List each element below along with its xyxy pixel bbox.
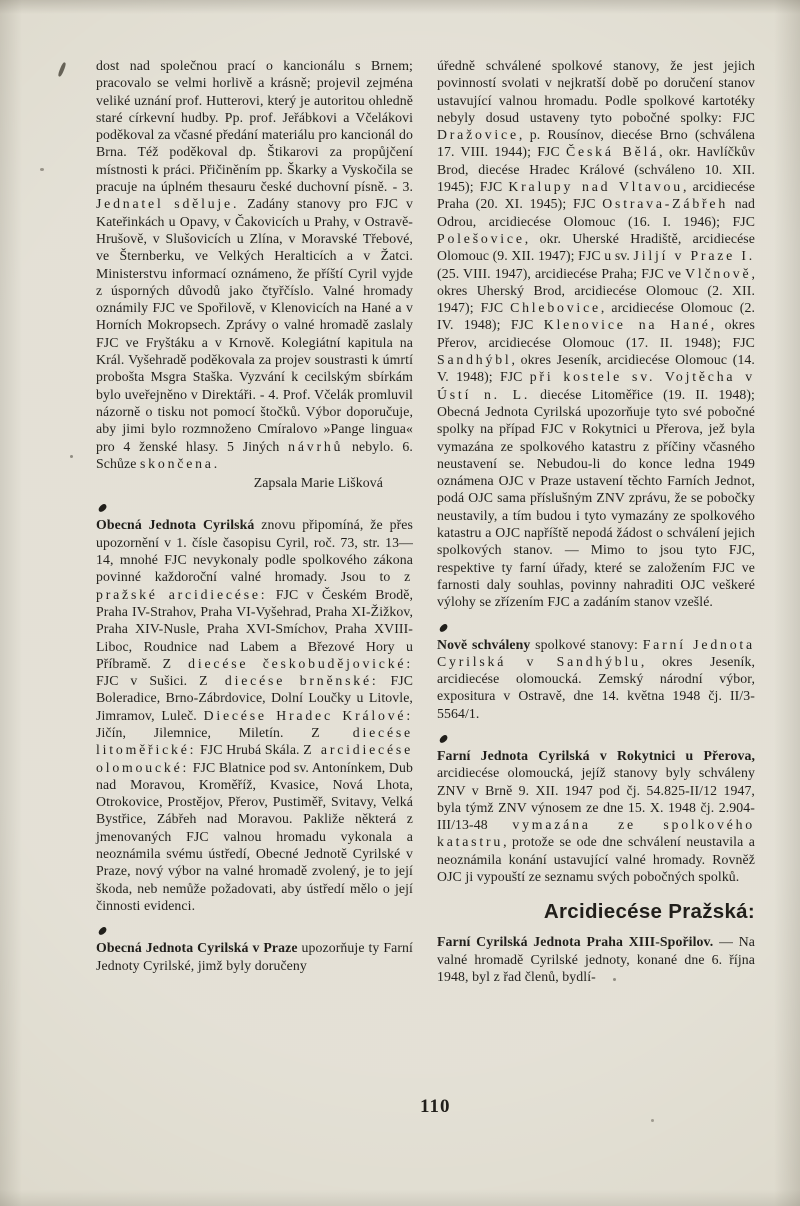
scan-artifact	[613, 978, 616, 981]
paragraph	[437, 933, 755, 985]
paragraph	[437, 747, 755, 885]
text-run: , okres Jeseník, arcidiecése olomoucká. Zemský národní výbor, expositura v Ostravě, dne 14. května 1948 čj. II/3-5564/1.	[437, 653, 755, 721]
text-run: , okr. Havlíčkův Brod, diecése Hradec Králové (schváleno 10. XII. 1945); FJC	[437, 144, 756, 195]
letterspaced-run: Jednatel sděluje.	[96, 196, 240, 212]
fleuron-drop-icon	[438, 734, 449, 744]
paragraph	[96, 57, 413, 472]
text-run: (25. VIII. 1947), arcidiecése Praha; FJC ve	[437, 265, 686, 281]
bold-run: Obecná Jednota Cyrilská v Praze	[96, 940, 298, 956]
text-run: spolkové stanovy:	[530, 636, 643, 652]
fleuron-drop-icon	[438, 623, 449, 633]
letterspaced-run: Jiljí v Praze I.	[633, 248, 756, 264]
text-run: znovu připomíná, že přes upozornění v 1. čísle časopisu Cyril, roč. 73, str. 13—14, mnohé FJC nevykonaly podle spolkového zákona povinné každoroční valné hromady. Jsou to	[96, 517, 413, 585]
text-run: , arcidiecése Olomouc (2. IV. 1948); FJC	[437, 300, 755, 333]
letterspaced-run: Dražovice	[437, 127, 519, 143]
fleuron-ornament-icon	[439, 729, 755, 742]
letterspaced-run: Ostrava-Zábřeh	[602, 196, 729, 212]
scan-artifact	[651, 1119, 654, 1122]
text-run: diecése Litoměřice (19. II. 1948); Obecná Jednota Cyrilská upozorňuje tyto své pobočné spolky na případ FJC v Rokytnici u Přerova, jež byla vymazána ze spolkového katastru z příčiny včasného neustavení se. Nebudou-li do konce ledna 1949 oznámena OJC v Praze ustavení těchto Farních Jednot, podá OJC sama příslušným ZNV zprávu, že se pobočky neustavily, a tím budou i tyto vymazány ze spolkového katastru a OJC napříště nepodá žádost o schválení jejich spolkových stanov. — Mimo to jsou tyto FJC, respektive ty farní úřady, které se založením FJC ve farnosti daly souhlas, povinny nahraditi OJC veškeré výlohy se zřízením FJC a zadáním stanov vzešlé.	[437, 386, 755, 610]
scan-artifact	[57, 62, 66, 77]
signature-line: Zapsala Marie Lišková	[253, 475, 383, 491]
section-heading: Arcidiecése Pražská:	[543, 900, 755, 924]
left-column	[96, 57, 413, 974]
text-run: FJC v Sušici.	[96, 673, 200, 689]
text-run: Zadány stanovy pro FJC v Kateřinkách u Opavy, v Čakovicích u Prahy, v Ostravě-Hrušově, v Slušovicích u Zlína, v Moravské Třebové, ve Šternberku, ve Velkých Heralticích a v Žatci. Ministerstvu informací oznámeno, že příští Cyril vyjde z úsporných důvodů jako čtyřčíslo. Valné hromady oznámily FJC ve Spořilově, v Klenovicích na Hané a v Horních Mokropsech. Zprávy o valné hromadě zaslaly FJC ve Fryštáku a v Krnově. Kolegiátní kapitula na Král. Vyšehradě poděkovala za projev soustrasti k úmrtí probošta Msgra Staška. Vyzvání k cecilským sbírkám bylo uveřejněno v Direktáři. - 4. Prof. Včelák promluvil názorně o tisku not pomocí štočků. Výbor doporučuje, aby jimi bylo rozmnoženo Cmíralovo »Pange lingua« pro 4 ženské hlasy. 5 Jiných	[96, 196, 413, 454]
text-run: úředně schválené spolkové stanovy, že jest jejich povinností svolati v nejkratší době po doručení stanov ustavující valnou hromadu. Podle spolkové kartotéky nebyly dosud ustaveny tyto pobočné spolky: FJC	[437, 58, 755, 125]
paragraph	[96, 516, 413, 914]
paragraph	[96, 939, 413, 974]
text-run: FJC Boleradice, Brno-Zábrdovice, Dolní Loučky u Litovle, Jimramov, Luleč.	[96, 673, 413, 723]
text-run: , okres Přerov, arcidiecése Olomouc (17. II. 1948); FJC	[437, 317, 756, 350]
scan-artifact	[628, 478, 631, 481]
letterspaced-run: z pražské arcidiecése:	[96, 569, 413, 602]
text-run: , p. Rousínov, diecése Brno (schválena 17. VIII. 1944); FJC	[437, 127, 755, 160]
text-run: arcidiecése olomoucká, jejíž stanovy byly schváleny ZNV v Brně 9. XII. 1947 pod čj. 54.825-II/12 1947, byla týmž ZNV výnosem ze dne 15. X. 1948 čj. 2.904-III/13-48	[437, 765, 755, 833]
letterspaced-run: návrhů	[288, 438, 344, 454]
letterspaced-run: Z arcidiecése olomoucké:	[96, 742, 413, 775]
right-column	[437, 57, 755, 985]
letterspaced-run: při kostele sv. Vojtěcha v Ústí n. L.	[437, 369, 755, 402]
letterspaced-run: Chlebovice	[510, 300, 601, 316]
fleuron-ornament-icon	[98, 498, 413, 511]
text-run: , arcidiecése Praha (20. XI. 1945); FJC	[437, 179, 755, 212]
letterspaced-run: Diecése Hradec Králové:	[203, 707, 413, 723]
letterspaced-run: Z diecése litoměřické:	[96, 724, 413, 758]
text-run: dost nad společnou prací o kancionálu s Brnem; pracovalo se velmi horlivě a krásně; projevil zejména veliké uznání prof. Hutterovi, který je autoritou ohledně staré církevní hudby. Pp. prof. Jeřábkovi a Včelákovi poděkoval za včasné předání materiálu pro kancionál do Brna. Též poděkoval dp. Štikarovi za propůjčení místnosti k práci. Přičiněním pp. Škarky a Vyskočila se pracuje na úplném thesauru české duchovní písně. - 3.	[96, 58, 413, 195]
text-run: FJC Blatnice pod sv. Antonínkem, Dub nad Moravou, Kroměříž, Kvasice, Nová Lhota, Otrokovice, Prostějov, Přerov, Pustiměř, Svitavy, Velká Bystřice, Zábřeh nad Moravou. Pakliže některá z jmenovaných FJC valnou hromadu vykonala a neoznámila svému ústředí, Obecné Jednotě Cyrilské v Praze, nový výbor na valné hromadě zvolený, je to její škoda, neb nemůže požadovati, aby ústředí mělo o její činnosti evidenci.	[96, 759, 413, 913]
text-run: upozorňuje ty Farní Jednoty Cyrilské, jimž byly doručeny	[96, 940, 413, 973]
text-run: , okr. Uherské Hradiště, arcidiecése Olomouc (9. XII. 1947); FJC u sv.	[437, 230, 755, 264]
text-run: , okres Uherský Brod, arcidiecése Olomouc (2. XII. 1947); FJC	[437, 265, 755, 316]
fleuron-ornament-icon	[439, 618, 755, 631]
letterspaced-run: Z diecése českobudějovické:	[162, 655, 413, 671]
bold-run: Farní Jednota Cyrilská v Rokytnici u Přerova,	[437, 747, 755, 763]
bold-run: Obecná Jednota Cyrilská	[96, 517, 255, 533]
letterspaced-run: Klenovice na Hané	[543, 317, 711, 333]
paragraph	[437, 636, 755, 722]
fleuron-drop-icon	[97, 503, 108, 513]
letterspaced-run: Farní Jednota Cyrilská v Sandhýblu	[437, 636, 755, 669]
letterspaced-run: Česká Bělá	[566, 144, 660, 160]
text-run: FJC v Českém Brodě, Praha IV-Strahov, Praha VI-Vyšehrad, Praha XI-Žižkov, Praha XIV-Nusle, Praha XVI-Smíchov, Praha XVIII-Liboc, Roudnice nad Labem a Březové Hory u Příbramě.	[96, 586, 413, 671]
text-run: , okres Jeseník, arcidiecése Olomouc (14. V. 1948); FJC	[437, 352, 755, 385]
letterspaced-run: Kralupy nad Vltavou	[508, 179, 683, 195]
paragraph	[437, 57, 755, 611]
bold-run: Nově schváleny	[437, 636, 531, 652]
text-run: — Na valné hromadě Cyrilské jednoty, konané dne 6. října 1948, byl z řad členů, bydlí-	[437, 934, 755, 984]
bold-run: Farní Cyrilská Jednota Praha XIII-Spořilov.	[437, 934, 714, 950]
text-run: FJC Hrubá Skála.	[196, 742, 304, 758]
scan-artifact	[70, 455, 73, 458]
text-run: Jičín, Jilemnice, Miletín.	[96, 724, 312, 740]
fleuron-ornament-icon	[98, 921, 413, 934]
letterspaced-run: Z diecése brněnské:	[199, 673, 379, 689]
letterspaced-run: Polešovice	[437, 230, 525, 246]
text-run: nad Odrou, arcidiecése Olomouc (16. I. 1946); FJC	[437, 196, 755, 229]
letterspaced-run: skončena.	[140, 455, 220, 471]
letterspaced-run: Vlčnově	[685, 265, 752, 281]
fleuron-drop-icon	[97, 926, 108, 936]
text-run: nebylo. 6. Schůze	[96, 438, 413, 471]
letterspaced-run: vymazána ze spolkového katastru	[437, 817, 755, 850]
letterspaced-run: Sandhýbl	[437, 352, 512, 368]
page-number: 110	[420, 1096, 451, 1117]
scan-artifact	[40, 168, 44, 171]
text-run: , protože se ode dne schválení neustavila a neoznámila konání ustavující valné hromady. Rovněž OJC ji vypouští ze seznamu svých pobočných spolků.	[437, 834, 755, 885]
